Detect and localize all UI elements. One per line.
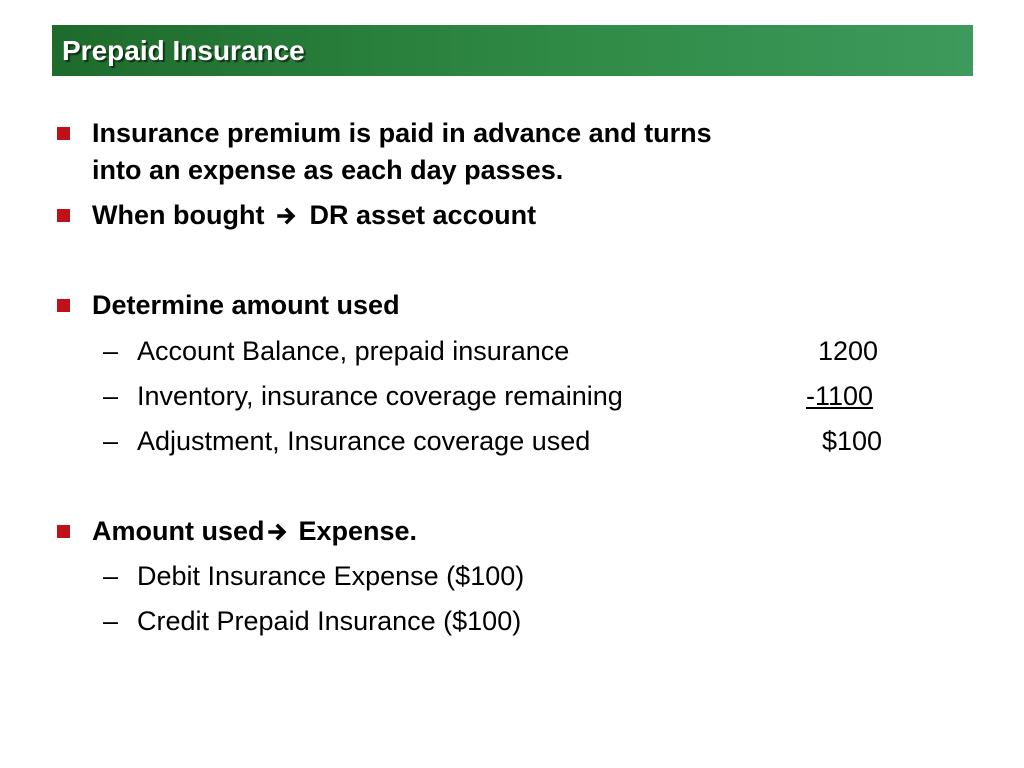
bullet-4-pre: Amount used [92,516,265,546]
bullet-1-line-2: into an expense as each day passes. [92,155,564,185]
bullet-square-icon [57,127,70,140]
bullet-square-icon [57,209,70,222]
title-bar [52,25,973,76]
bullet-4 [92,513,417,553]
bullet-4-post: Expense. [298,516,418,546]
sub-bullet-dash: – [103,336,119,366]
sub-bullet-dash: – [103,561,119,591]
sub-item-value: $100 [822,426,883,456]
right-arrow-icon [267,516,289,553]
slide-title: Prepaid Insurance [62,35,305,66]
bullet-1-line-1: Insurance premium is paid in advance and turns [92,118,712,148]
sub-item-value: 1200 [818,336,879,366]
sub-item-label: Account Balance, prepaid insurance [137,336,570,366]
bullet-2-post: DR asset account [309,200,537,230]
bullet-square-icon [57,299,70,312]
bullet-3: Determine amount used [92,290,400,320]
bullet-2-pre: When bought [92,200,265,230]
sub-item-label: Inventory, insurance coverage remaining [137,381,623,411]
sub-item-label: Credit Prepaid Insurance ($100) [137,606,522,636]
sub-item-label: Adjustment, Insurance coverage used [137,426,591,456]
bullet-square-icon [57,525,70,538]
right-arrow-icon [276,200,298,237]
sub-item-label: Debit Insurance Expense ($100) [137,561,525,591]
sub-bullet-dash: – [103,381,119,411]
sub-bullet-dash: – [103,606,119,636]
bullet-2 [92,197,536,237]
sub-item-value: -1100 [806,381,874,411]
sub-bullet-dash: – [103,426,119,456]
